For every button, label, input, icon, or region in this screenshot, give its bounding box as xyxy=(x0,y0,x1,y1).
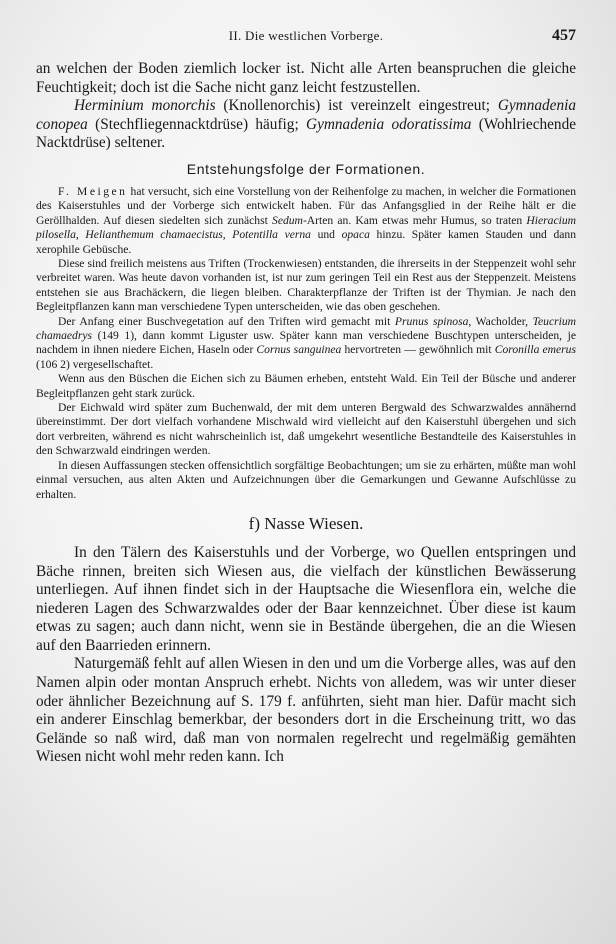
running-head: II. Die westlichen Vorberge. xyxy=(228,28,384,43)
species-name: Gymnadenia odoratissima xyxy=(306,115,472,133)
section-heading-formations: Entstehungsfolge der Formationen. xyxy=(186,160,426,177)
text-run: Wacholder, xyxy=(471,314,533,328)
paragraph-wald: Wenn aus den Büschen die Eichen sich zu Bäumen erheben, entsteht Wald. Ein Teil der Büsche und anderer Begleitpflanzen geht stark zurück. xyxy=(36,372,576,400)
paragraph-eichwald: Der Eichwald wird später zum Buchenwald, der mit dem unteren Bergwald des Schwarzwaldes annähernd übereinstimmt. Der dort vielfach vorhandene Mischwald wird vielleicht auf den Kaiserstuhl übergehen und sich dort verbreiten, während es nicht wahrscheinlich ist, daß umgekehrt wesentliche Bestandteile des Kaiserstuhles in den Schwarzwald eindringen werden. xyxy=(36,401,576,458)
page-header xyxy=(36,28,576,48)
text-run: und xyxy=(310,228,342,242)
text-run: (Knollenorchis) ist vereinzelt eingestreut; xyxy=(215,97,498,115)
text-run: hinzu. Später kamen Stauden und dann xerophile Gebüsche. xyxy=(36,228,576,256)
species-name: Cornus sanguinea xyxy=(256,343,342,357)
paragraph-orchids xyxy=(36,97,576,153)
text-run: (149 1), dann kommt Liguster usw. Später kann man verschiedene Buschtypen unterscheiden, je nachdem in ihnen niedere Eichen, Haseln oder xyxy=(36,329,576,357)
species-name: opaca xyxy=(341,228,370,242)
author-name: F. Meigen xyxy=(58,184,128,198)
species-name: Gymnadenia conopea xyxy=(36,97,576,133)
paragraph-triften: Diese sind freilich meistens aus Triften (Trockenwiesen) entstanden, die ihrerseits in der Steppenzeit wohl sehr verbreitet waren. Was heute davon vorhanden ist, ist nur zum geringen Teil ein Rest aus der Steppenzeit. Meistens entstehen sie aus Brachäckern, die liegen bleiben. Charakterpflanze der Triften ist der Thymian. Je nach den Begleitpflanzen kann man verschiedene Typen unterscheiden, wie das oben geschehen. xyxy=(36,257,576,314)
species-name: Teucrium chamaedrys xyxy=(36,314,576,343)
paragraph-continuation: an welchen der Boden ziemlich locker ist. Nicht alle Arten beanspruchen die gleiche Feuchtigkeit; doch ist die Sache nicht ganz leicht festzustellen. xyxy=(36,60,576,96)
text-run: (Stechfliegennacktdrüse) häufig; xyxy=(87,115,307,133)
paragraph-meigen xyxy=(36,185,576,257)
text-run: Der Anfang einer Buschvegetation auf den Triften wird gemacht mit xyxy=(58,314,395,328)
species-name: Herminium monorchis xyxy=(74,97,216,115)
species-name: Coronilla emerus xyxy=(494,343,576,357)
text-run: -Arten an. Kam etwas mehr Humus, so traten xyxy=(302,213,527,227)
paragraph-taeler: In den Tälern des Kaiserstuhls und der Vorberge, wo Quellen entspringen und Bäche rinnen, breiten sich Wiesen aus, die vielfach der künstlichen Bewässerung unterliegen. Auf ihnen findet sich in der Hauptsache die Wiesenflora ein, welche die niederen Lagen des Schwarzwaldes oder der Baar kennzeichnet. Über diese ist kaum etwas zu sagen; auch dann nicht, wenn sie in Bestände übergehen, die an die Wiesen auf den Baarrieden erinnern. xyxy=(36,543,576,654)
text-run: hervortreten — gewöhnlich mit xyxy=(341,343,495,357)
paragraph-naturgemaess: Naturgemäß fehlt auf allen Wiesen in den und um die Vorberge alles, was auf den Namen alpin oder montan Anspruch erhebt. Nichts von alledem, was wir unter dieser oder ähnlicher Bezeichnung auf S. 179 f. anführten, sieht man hier. Dafür macht sich ein anderer Einschlag bemerkbar, der besonders dort in die Erscheinung tritt, wo das Gelände so naß wird, daß man von normalen regelrecht und regelmäßig gemähten Wiesen nicht wohl mehr reden kann. Ich xyxy=(36,655,576,766)
paragraph-buschvegetation xyxy=(36,315,576,373)
species-list: Hieracium pilosella, Helianthemum chamaecistus, Potentilla verna xyxy=(36,213,576,242)
genus-name: Sedum xyxy=(272,213,303,227)
text-run: (Wohlriechende Nacktdrüse) seltener. xyxy=(36,115,577,152)
paragraph-auffassungen: In diesen Auffassungen stecken offensichtlich sorgfältige Beobachtungen; um sie zu erhärten, müßte man wohl einmal versuchen, aus alten Akten und Aufzeichnungen über die Gemarkungen und Gewanne Aufschlüsse zu erhalten. xyxy=(36,458,576,501)
text-run: hat versucht, sich eine Vorstellung von der Reihenfolge zu machen, in welcher die Formationen des Kaiserstuhles und der Vorberge sich entwickelt haben. Für das Anfangsglied in der Reihe hält er die Geröllhalden. Auf diesen siedelten sich zunächst xyxy=(36,184,576,227)
species-name: Prunus spinosa, xyxy=(394,314,472,328)
page-number: 457 xyxy=(552,27,576,44)
page-body xyxy=(36,60,576,767)
section-heading-nasse-wiesen: f) Nasse Wiesen. xyxy=(248,513,364,533)
text-run: (106 2) vergesellschaftet. xyxy=(36,357,154,371)
